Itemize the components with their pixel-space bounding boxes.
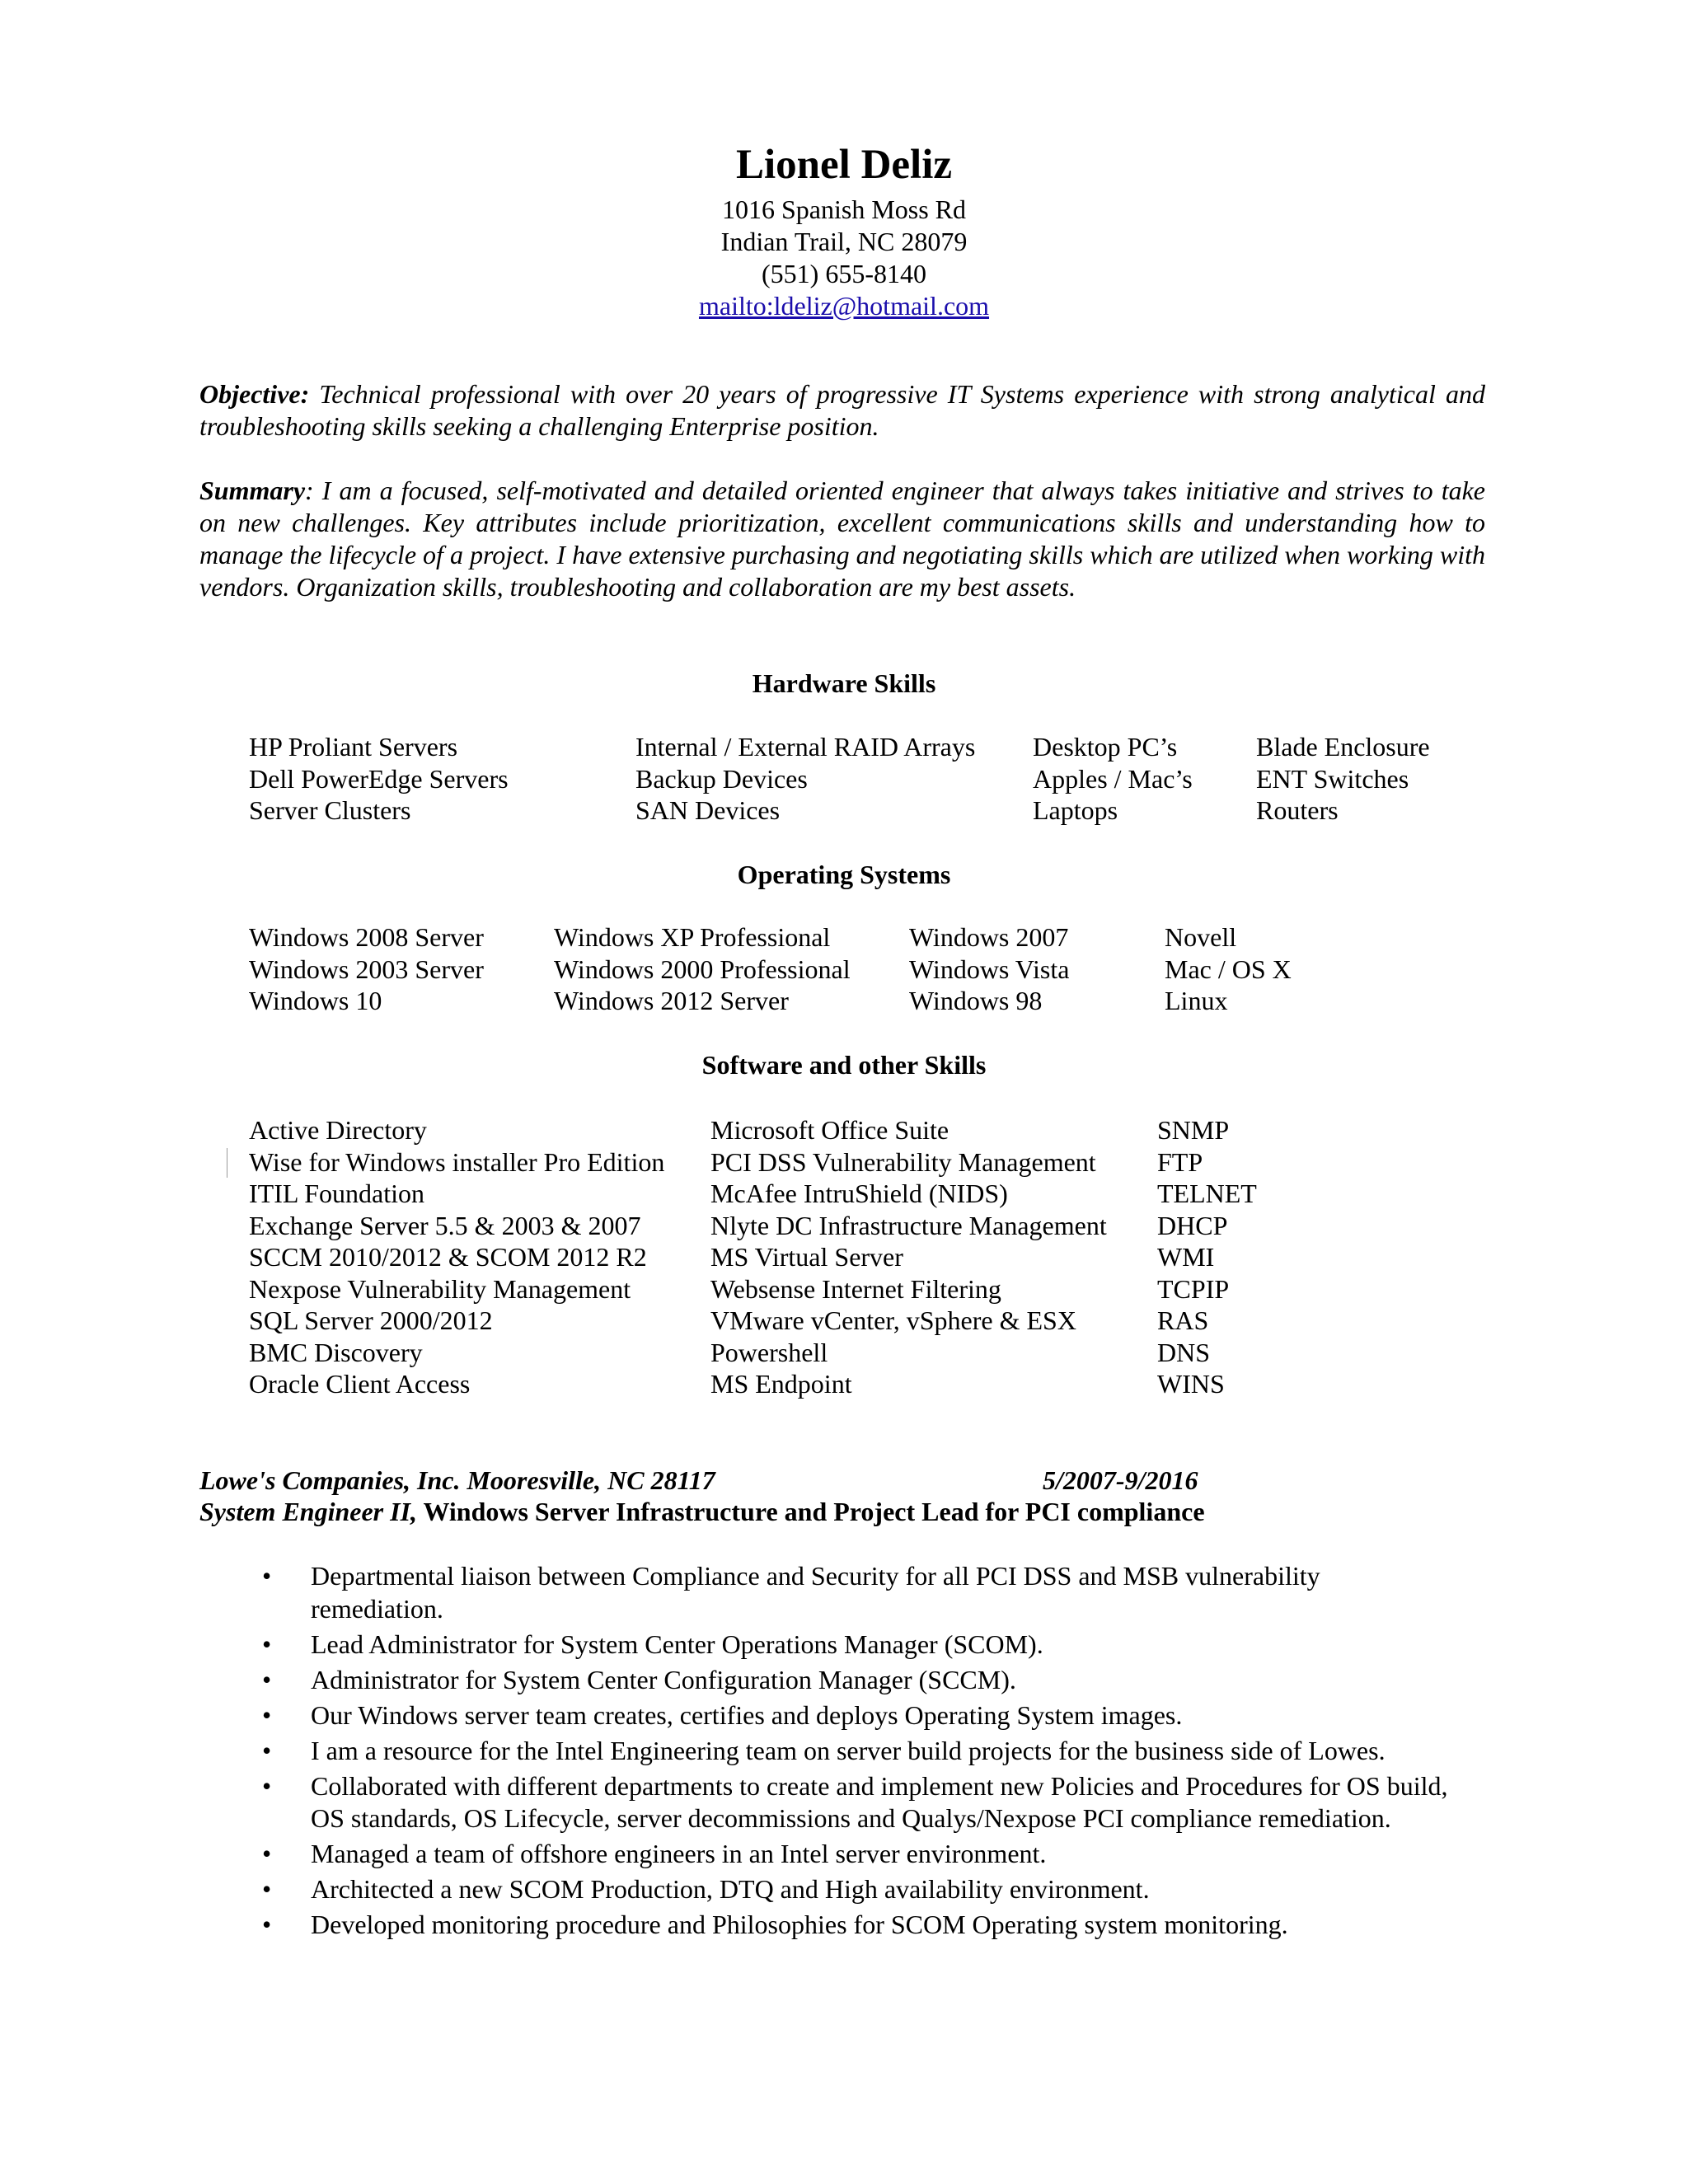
job-title [199, 1496, 1205, 1528]
software-item: Nexpose Vulnerability Management [249, 1273, 631, 1304]
software-item: MS Endpoint [710, 1369, 852, 1399]
job-bullet-list [0, 1560, 1688, 1944]
software-item: SQL Server 2000/2012 [249, 1305, 493, 1335]
bullet-text: Our Windows server team creates, certifies and deploys Operating System images. [311, 1699, 1183, 1730]
software-item: MS Virtual Server [710, 1242, 903, 1272]
list-item [0, 1560, 1448, 1625]
bullet-icon: • [262, 1699, 272, 1730]
list-item [0, 1909, 1448, 1942]
software-item: FTP [1157, 1146, 1203, 1177]
job-company: Lowe's Companies, Inc. Mooresville, NC 28117 [199, 1465, 715, 1495]
software-item: Powershell [710, 1337, 828, 1367]
os-item: Windows 2007 [909, 922, 1069, 952]
hardware-column-4 [1256, 731, 1430, 827]
bullet-icon: • [262, 1839, 272, 1868]
skill-item: Routers [1256, 795, 1339, 825]
software-item: ITIL Foundation [249, 1179, 424, 1208]
job-title-description: Windows Server Infrastructure and Project Lead for PCI compliance [417, 1497, 1205, 1526]
list-item [0, 1873, 1448, 1906]
software-item: Websense Internet Filtering [710, 1273, 1001, 1304]
software-column-2 [710, 1114, 1107, 1400]
hardware-column-2 [635, 731, 975, 827]
software-item: McAfee IntruShield (NIDS) [710, 1179, 1008, 1208]
os-item: Windows 2000 Professional [554, 954, 851, 984]
list-item [0, 1629, 1448, 1661]
software-item: VMware vCenter, vSphere & ESX [710, 1305, 1076, 1335]
software-item: TCPIP [1157, 1273, 1230, 1304]
bullet-icon: • [262, 1735, 272, 1765]
software-item: DNS [1157, 1337, 1211, 1367]
email-link[interactable]: mailto:ldeliz@hotmail.com [698, 291, 990, 321]
bullet-text: Managed a team of offshore engineers in an Intel server environment. [311, 1839, 1047, 1868]
address-line-2: Indian Trail, NC 28079 [720, 227, 968, 256]
summary-paragraph [199, 475, 1485, 603]
software-item: RAS [1157, 1305, 1209, 1335]
bullet-text: Lead Administrator for System Center Operations Manager (SCOM). [311, 1629, 1043, 1659]
os-item: Windows 2008 Server [249, 922, 484, 952]
list-item [0, 1699, 1448, 1732]
software-item: Wise for Windows installer Pro Edition [249, 1146, 665, 1177]
bullet-icon: • [262, 1770, 272, 1801]
skill-item: SAN Devices [635, 795, 781, 825]
list-item [0, 1770, 1448, 1835]
os-column-2 [554, 921, 851, 1017]
software-item: SNMP [1157, 1115, 1230, 1145]
software-item: WMI [1157, 1242, 1215, 1272]
job-title-role: System Engineer II, [199, 1497, 418, 1526]
software-item: SCCM 2010/2012 & SCOM 2012 R2 [249, 1242, 647, 1272]
os-column-3 [909, 921, 1069, 1017]
software-item: Exchange Server 5.5 & 2003 & 2007 [249, 1210, 641, 1240]
os-item: Mac / OS X [1165, 954, 1292, 984]
software-item: BMC Discovery [249, 1337, 423, 1367]
hardware-skills-heading: Hardware Skills [752, 668, 936, 698]
skill-item: ENT Switches [1256, 763, 1409, 794]
bullet-icon: • [262, 1629, 272, 1659]
os-column-4 [1165, 921, 1292, 1017]
os-item: Novell [1165, 922, 1237, 952]
bullet-text: I am a resource for the Intel Engineering team on server build projects for the business side of Lowes. [311, 1735, 1386, 1765]
software-item: Oracle Client Access [249, 1369, 471, 1399]
software-skills-heading: Software and other Skills [701, 1050, 987, 1080]
bullet-text: Architected a new SCOM Production, DTQ and High availability environment. [311, 1874, 1150, 1904]
skill-item: Internal / External RAID Arrays [635, 732, 976, 762]
hardware-column-1 [249, 731, 509, 827]
software-item: Active Directory [249, 1115, 427, 1145]
os-item: Linux [1165, 986, 1228, 1015]
software-column-3 [1157, 1114, 1257, 1400]
bullet-icon: • [262, 1874, 272, 1904]
operating-systems-heading: Operating Systems [737, 860, 951, 889]
address-line-1: 1016 Spanish Moss Rd [721, 194, 967, 224]
list-item [0, 1735, 1448, 1768]
os-item: Windows 10 [249, 986, 382, 1015]
skill-item: Dell PowerEdge Servers [249, 763, 509, 794]
software-item: Microsoft Office Suite [710, 1115, 950, 1145]
skill-item: Backup Devices [635, 763, 808, 794]
os-column-1 [249, 921, 484, 1017]
hardware-column-3 [1033, 731, 1193, 827]
job-dates: 5/2007-9/2016 [1043, 1465, 1198, 1495]
bullet-icon: • [262, 1910, 272, 1939]
skill-item: Blade Enclosure [1256, 732, 1430, 762]
os-item: Windows 2003 Server [249, 954, 484, 984]
objective-text: Technical professional with over 20 years of progressive IT Systems experience with strong analytical and troubleshooting skills seeking a challenging Enterprise position. [199, 379, 1485, 441]
phone-number: (551) 655-8140 [762, 259, 926, 288]
software-item: TELNET [1157, 1179, 1257, 1208]
summary-label: Summary [199, 476, 306, 505]
bullet-text: Departmental liaison between Compliance and Security for all PCI DSS and MSB vulnerability remediation. [311, 1561, 1320, 1624]
bullet-icon: • [262, 1664, 272, 1694]
objective-paragraph [199, 378, 1485, 443]
software-item: PCI DSS Vulnerability Management [710, 1146, 1096, 1177]
bullet-text: Developed monitoring procedure and Philosophies for SCOM Operating system monitoring. [311, 1910, 1288, 1939]
software-item: Nlyte DC Infrastructure Management [710, 1210, 1107, 1240]
list-item [0, 1838, 1448, 1871]
objective-label: Objective: [199, 379, 310, 409]
summary-text: : I am a focused, self-motivated and detailed oriented engineer that always takes initiative and strives to take on new challenges. Key attributes include prioritization, excellent communications skills and understanding how to manage the lifecycle of a project. I have extensive purchasing and negotiating skills which are utilized when working with vendors. Organization skills, troubleshooting and collaboration are my best assets. [199, 476, 1485, 602]
software-item: DHCP [1157, 1210, 1228, 1240]
os-item: Windows 2012 Server [554, 986, 789, 1015]
list-item [0, 1664, 1448, 1697]
software-item: WINS [1157, 1369, 1225, 1399]
skill-item: Desktop PC’s [1033, 732, 1178, 762]
bullet-icon: • [262, 1561, 272, 1591]
os-item: Windows XP Professional [554, 922, 831, 952]
os-item: Windows Vista [909, 954, 1070, 984]
skill-item: Apples / Mac’s [1033, 763, 1193, 794]
bullet-text: Administrator for System Center Configuration Manager (SCCM). [311, 1664, 1016, 1694]
candidate-name: Lionel Deliz [735, 142, 953, 188]
bullet-text: Collaborated with different departments to create and implement new Policies and Procedures for OS build, OS standards, OS Lifecycle, server decommissions and Qualys/Nexpose PCI compliance remediation. [311, 1770, 1448, 1833]
software-column-1 [249, 1114, 664, 1400]
skill-item: HP Proliant Servers [249, 732, 458, 762]
skill-item: Server Clusters [249, 795, 411, 825]
skill-item: Laptops [1033, 795, 1118, 825]
os-item: Windows 98 [909, 986, 1043, 1015]
contact-header [0, 136, 1688, 322]
